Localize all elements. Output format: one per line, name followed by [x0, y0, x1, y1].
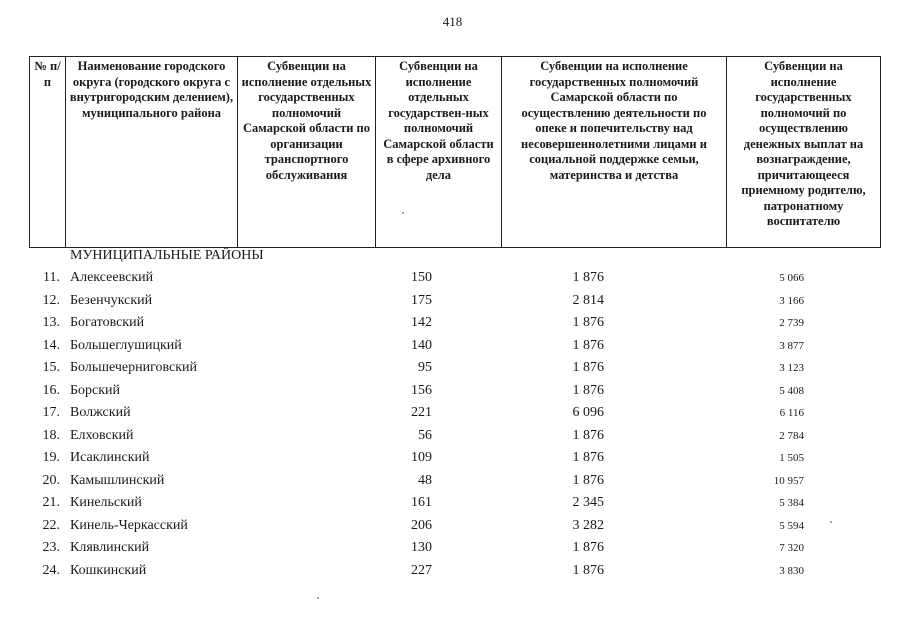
table-row	[0, 425, 905, 448]
row-guardianship-value: 1 876	[572, 450, 604, 465]
row-name: Безенчукский	[70, 292, 153, 308]
row-archive-value: 130	[411, 540, 432, 555]
row-guardianship-value: 1 876	[572, 540, 604, 555]
row-number: 14.	[42, 337, 60, 353]
row-name: Исаклинский	[70, 450, 150, 465]
row-name: Камышлинский	[70, 472, 165, 488]
row-foster-value: 7 320	[779, 542, 804, 554]
header-col-number: № п/п	[30, 57, 66, 248]
row-archive-value: 221	[411, 405, 432, 420]
row-guardianship-value: 1 876	[572, 382, 604, 398]
table-row	[0, 357, 905, 380]
row-number: 24.	[42, 562, 60, 578]
header-col-transport: Субвенции на исполнение отдельных государственных полномочий Самарской области по организации транспортного обслуживания	[238, 57, 376, 248]
row-number: 21.	[42, 495, 60, 510]
header-row	[30, 57, 881, 248]
page-number: 418	[442, 14, 463, 29]
row-foster-value: 1 505	[779, 452, 804, 464]
row-name: Большечерниговский	[70, 360, 198, 375]
row-foster-value: 2 784	[779, 429, 804, 442]
row-name: Кошкинский	[70, 562, 147, 578]
row-number: 13.	[42, 315, 60, 330]
row-foster-value: 5 066	[779, 272, 804, 284]
row-foster-value: 3 877	[779, 339, 804, 352]
row-name: Большеглушицкий	[70, 337, 182, 353]
row-guardianship-value: 1 876	[572, 562, 604, 578]
header-col-name: Наименование городского округа (городского округа с внутригородским делением), муниципального района	[66, 57, 238, 248]
row-guardianship-value: 1 876	[572, 427, 604, 443]
row-number: 19.	[42, 450, 60, 465]
row-foster-value: 6 116	[779, 407, 804, 419]
header-col-archive: Субвенции на исполнение отдельных государствен-ных полномочий Самарской области в сфере архивного дела	[376, 57, 502, 248]
row-number: 20.	[42, 472, 60, 488]
row-guardianship-value: 1 876	[572, 360, 604, 375]
table-row	[0, 470, 905, 493]
row-foster-value: 2 739	[779, 317, 804, 329]
row-number: 15.	[42, 360, 60, 375]
row-name: Елховский	[70, 427, 134, 443]
row-archive-value: 175	[411, 292, 432, 308]
row-guardianship-value: 2 345	[572, 495, 604, 510]
table-header	[29, 56, 881, 248]
row-archive-value: 150	[411, 270, 432, 285]
row-name: Кинель-Черкасский	[70, 517, 188, 533]
row-guardianship-value: 1 876	[572, 270, 604, 285]
row-archive-value: 48	[418, 472, 432, 488]
row-name: Богатовский	[70, 315, 145, 330]
row-number: 11.	[43, 270, 60, 285]
row-foster-value: 3 830	[779, 564, 804, 577]
scan-speck	[830, 521, 832, 523]
row-foster-value: 10 957	[773, 474, 804, 487]
scan-speck	[402, 212, 404, 214]
row-archive-value: 56	[418, 427, 432, 443]
row-number: 16.	[42, 382, 60, 398]
row-number: 18.	[42, 427, 60, 443]
row-archive-value: 206	[411, 517, 432, 533]
row-guardianship-value: 3 282	[572, 517, 604, 533]
row-foster-value: 3 166	[779, 294, 804, 307]
row-number: 17.	[42, 405, 60, 420]
header-col-foster: Субвенции на исполнение государственных полномочий по осуществлению денежных выплат на вознаграждение, причитающееся приемному родителю, патронатному воспитателю	[727, 57, 881, 248]
row-name: Кинельский	[70, 495, 142, 510]
row-number: 23.	[42, 540, 60, 555]
row-guardianship-value: 6 096	[572, 405, 604, 420]
table-row	[0, 492, 905, 515]
table-row	[0, 402, 905, 425]
scan-speck	[317, 597, 319, 599]
row-name: Борский	[70, 382, 121, 398]
row-archive-value: 161	[411, 495, 432, 510]
row-guardianship-value: 1 876	[572, 472, 604, 488]
section-label: МУНИЦИПАЛЬНЫЕ РАЙОНЫ	[70, 248, 264, 263]
row-archive-value: 140	[411, 337, 432, 353]
table-row	[0, 560, 905, 583]
row-archive-value: 109	[411, 450, 432, 465]
row-foster-value: 5 594	[779, 519, 804, 532]
row-archive-value: 227	[411, 562, 432, 578]
row-name: Алексеевский	[70, 270, 154, 285]
table-row	[0, 515, 905, 538]
table-row	[0, 447, 905, 470]
header-col-guardianship: Субвенции на исполнение государственных полномочий Самарской области по осуществлению деятельности по опеке и попечительству над несовершеннолетними лицами и социальной поддержке семьи, материнства и детства	[502, 57, 727, 248]
table-row	[0, 312, 905, 335]
row-foster-value: 3 123	[779, 362, 804, 374]
row-number: 12.	[42, 292, 60, 308]
table-row	[0, 267, 905, 290]
row-archive-value: 142	[411, 315, 432, 330]
row-name: Клявлинский	[70, 540, 150, 555]
row-number: 22.	[42, 517, 60, 533]
table-row	[0, 380, 905, 403]
row-archive-value: 156	[411, 382, 432, 398]
row-name: Волжский	[70, 405, 131, 420]
table-row	[0, 537, 905, 560]
row-guardianship-value: 1 876	[572, 315, 604, 330]
row-foster-value: 5 408	[779, 384, 804, 397]
row-foster-value: 5 384	[779, 497, 804, 509]
row-archive-value: 95	[418, 360, 432, 375]
row-guardianship-value: 1 876	[572, 337, 604, 353]
table-row	[0, 335, 905, 358]
table-body	[0, 267, 905, 582]
row-guardianship-value: 2 814	[572, 292, 604, 308]
table-row	[0, 290, 905, 313]
